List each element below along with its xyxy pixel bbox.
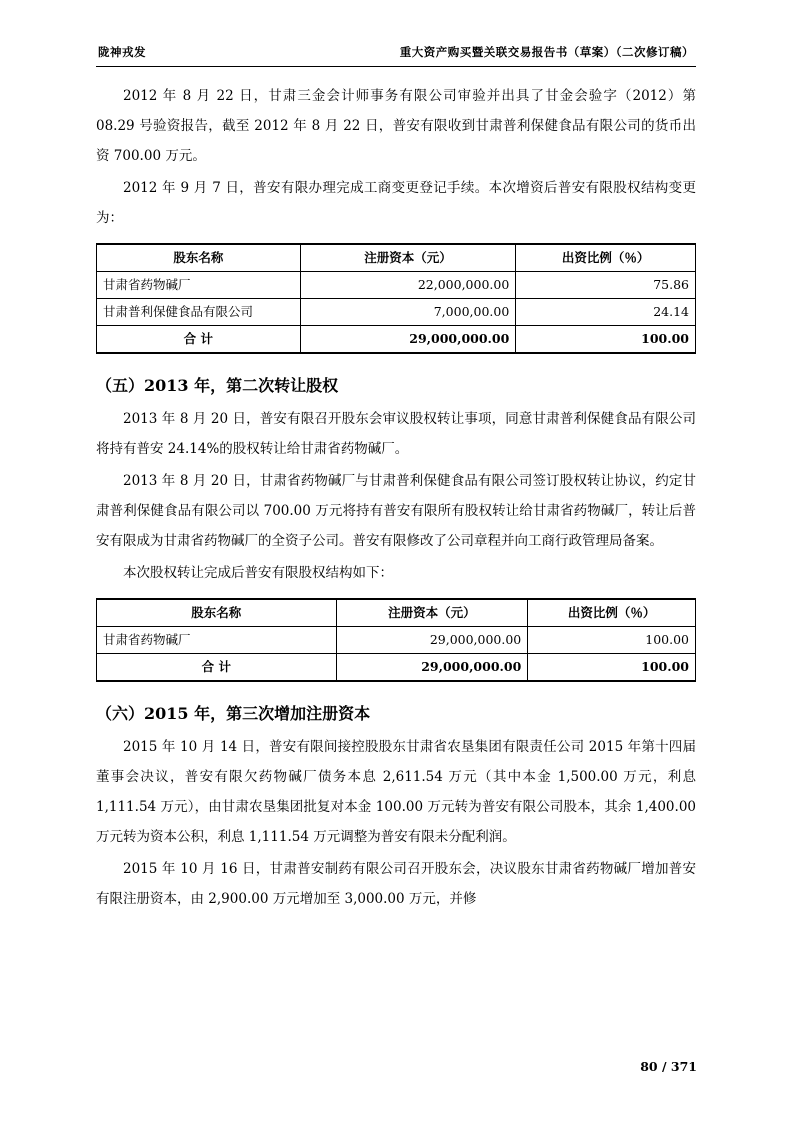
table-row [97,272,696,299]
section-heading-six: （六）2015 年，第三次增加注册资本 [96,704,371,723]
table-total-row [97,654,696,682]
table-cell-ratio: 100.00 [528,627,696,654]
table-cell-total-ratio: 100.00 [516,326,696,354]
table-column-header: 注册资本（元） [336,599,528,627]
table-cell-total-label: 合 计 [97,326,301,354]
table-cell-capital: 29,000,000.00 [336,627,528,654]
table-column-header: 股东名称 [97,599,337,627]
table-cell-ratio: 24.14 [516,299,696,326]
table-cell-capital: 7,000,00.00 [300,299,516,326]
table-row [97,627,696,654]
paragraph-1: 2012 年 8 月 22 日，甘肃三金会计师事务有限公司审验并出具了甘金会验字（2012）第 08.29 号验资报告，截至 2012 年 8 月 22 日，普安有限收到甘肃普利保健食品有限公司的货币出资 700.00 万元。 [96,88,696,164]
table-header-row [97,599,696,627]
table-cell-shareholder: 甘肃普利保健食品有限公司 [97,299,301,326]
paragraph-3: 2013 年 8 月 20 日，普安有限召开股东会审议股权转让事项，同意甘肃普利保健食品有限公司将持有普安 24.14%的股权转让给甘肃省药物碱厂。 [96,411,696,457]
table-cell-total-capital: 29,000,000.00 [300,326,516,354]
table-column-header: 注册资本（元） [300,244,516,272]
table-column-header: 出资比例（％） [516,244,696,272]
table-cell-capital: 22,000,000.00 [300,272,516,299]
table-column-header: 股东名称 [97,244,301,272]
header-company-name: 陇神戎发 [98,45,146,59]
header-document-title: 重大资产购买暨关联交易报告书（草案）（二次修订稿） [399,45,694,59]
table-cell-ratio: 75.86 [516,272,696,299]
shareholder-structure-table-2 [96,598,696,682]
table-cell-total-capital: 29,000,000.00 [336,654,528,682]
section-heading-five: （五）2013 年，第二次转让股权 [96,376,339,395]
shareholder-structure-table-1 [96,243,696,354]
page-header [96,44,696,67]
table-total-row [97,326,696,354]
paragraph-5: 本次股权转让完成后普安有限股权结构如下： [123,565,393,581]
table-cell-total-ratio: 100.00 [528,654,696,682]
page-content [96,44,696,914]
paragraph-4: 2013 年 8 月 20 日，甘肃省药物碱厂与甘肃普利保健食品有限公司签订股权转让协议，约定甘肃普利保健食品有限公司以 700.00 万元将持有普安有限所有股权转让给甘肃省药物碱厂，转让后普安有限成为甘肃省药物碱厂的全资子公司。普安有限修改了公司章程并向工商行政管理局备案。 [96,473,696,549]
table-cell-total-label: 合 计 [97,654,337,682]
table-cell-shareholder: 甘肃省药物碱厂 [97,272,301,299]
table-header-row [97,244,696,272]
paragraph-7: 2015 年 10 月 16 日，甘肃普安制药有限公司召开股东会，决议股东甘肃省药物碱厂增加普安有限注册资本，由 2,900.00 万元增加至 3,000.00 万元，并修 [96,861,696,907]
paragraph-2: 2012 年 9 月 7 日，普安有限办理完成工商变更登记手续。本次增资后普安有限股权结构变更为： [96,180,696,226]
table-cell-shareholder: 甘肃省药物碱厂 [97,627,337,654]
table-row [97,299,696,326]
paragraph-6: 2015 年 10 月 14 日，普安有限间接控股股东甘肃省农垦集团有限责任公司 2015 年第十四届董事会决议，普安有限欠药物碱厂债务本息 2,611.54 万元（其中本金 1,500.00 万元，利息 1,111.54 万元），由甘肃农垦集团批复对本金 100.00 万元转为普安有限公司股本，其余 1,400.00 万元转为资本公积，利息 1,111.54 万元调整为普安有限未分配利润。 [96,739,696,845]
page-number: 80 / 371 [640,1059,697,1074]
table-column-header: 出资比例（％） [528,599,696,627]
